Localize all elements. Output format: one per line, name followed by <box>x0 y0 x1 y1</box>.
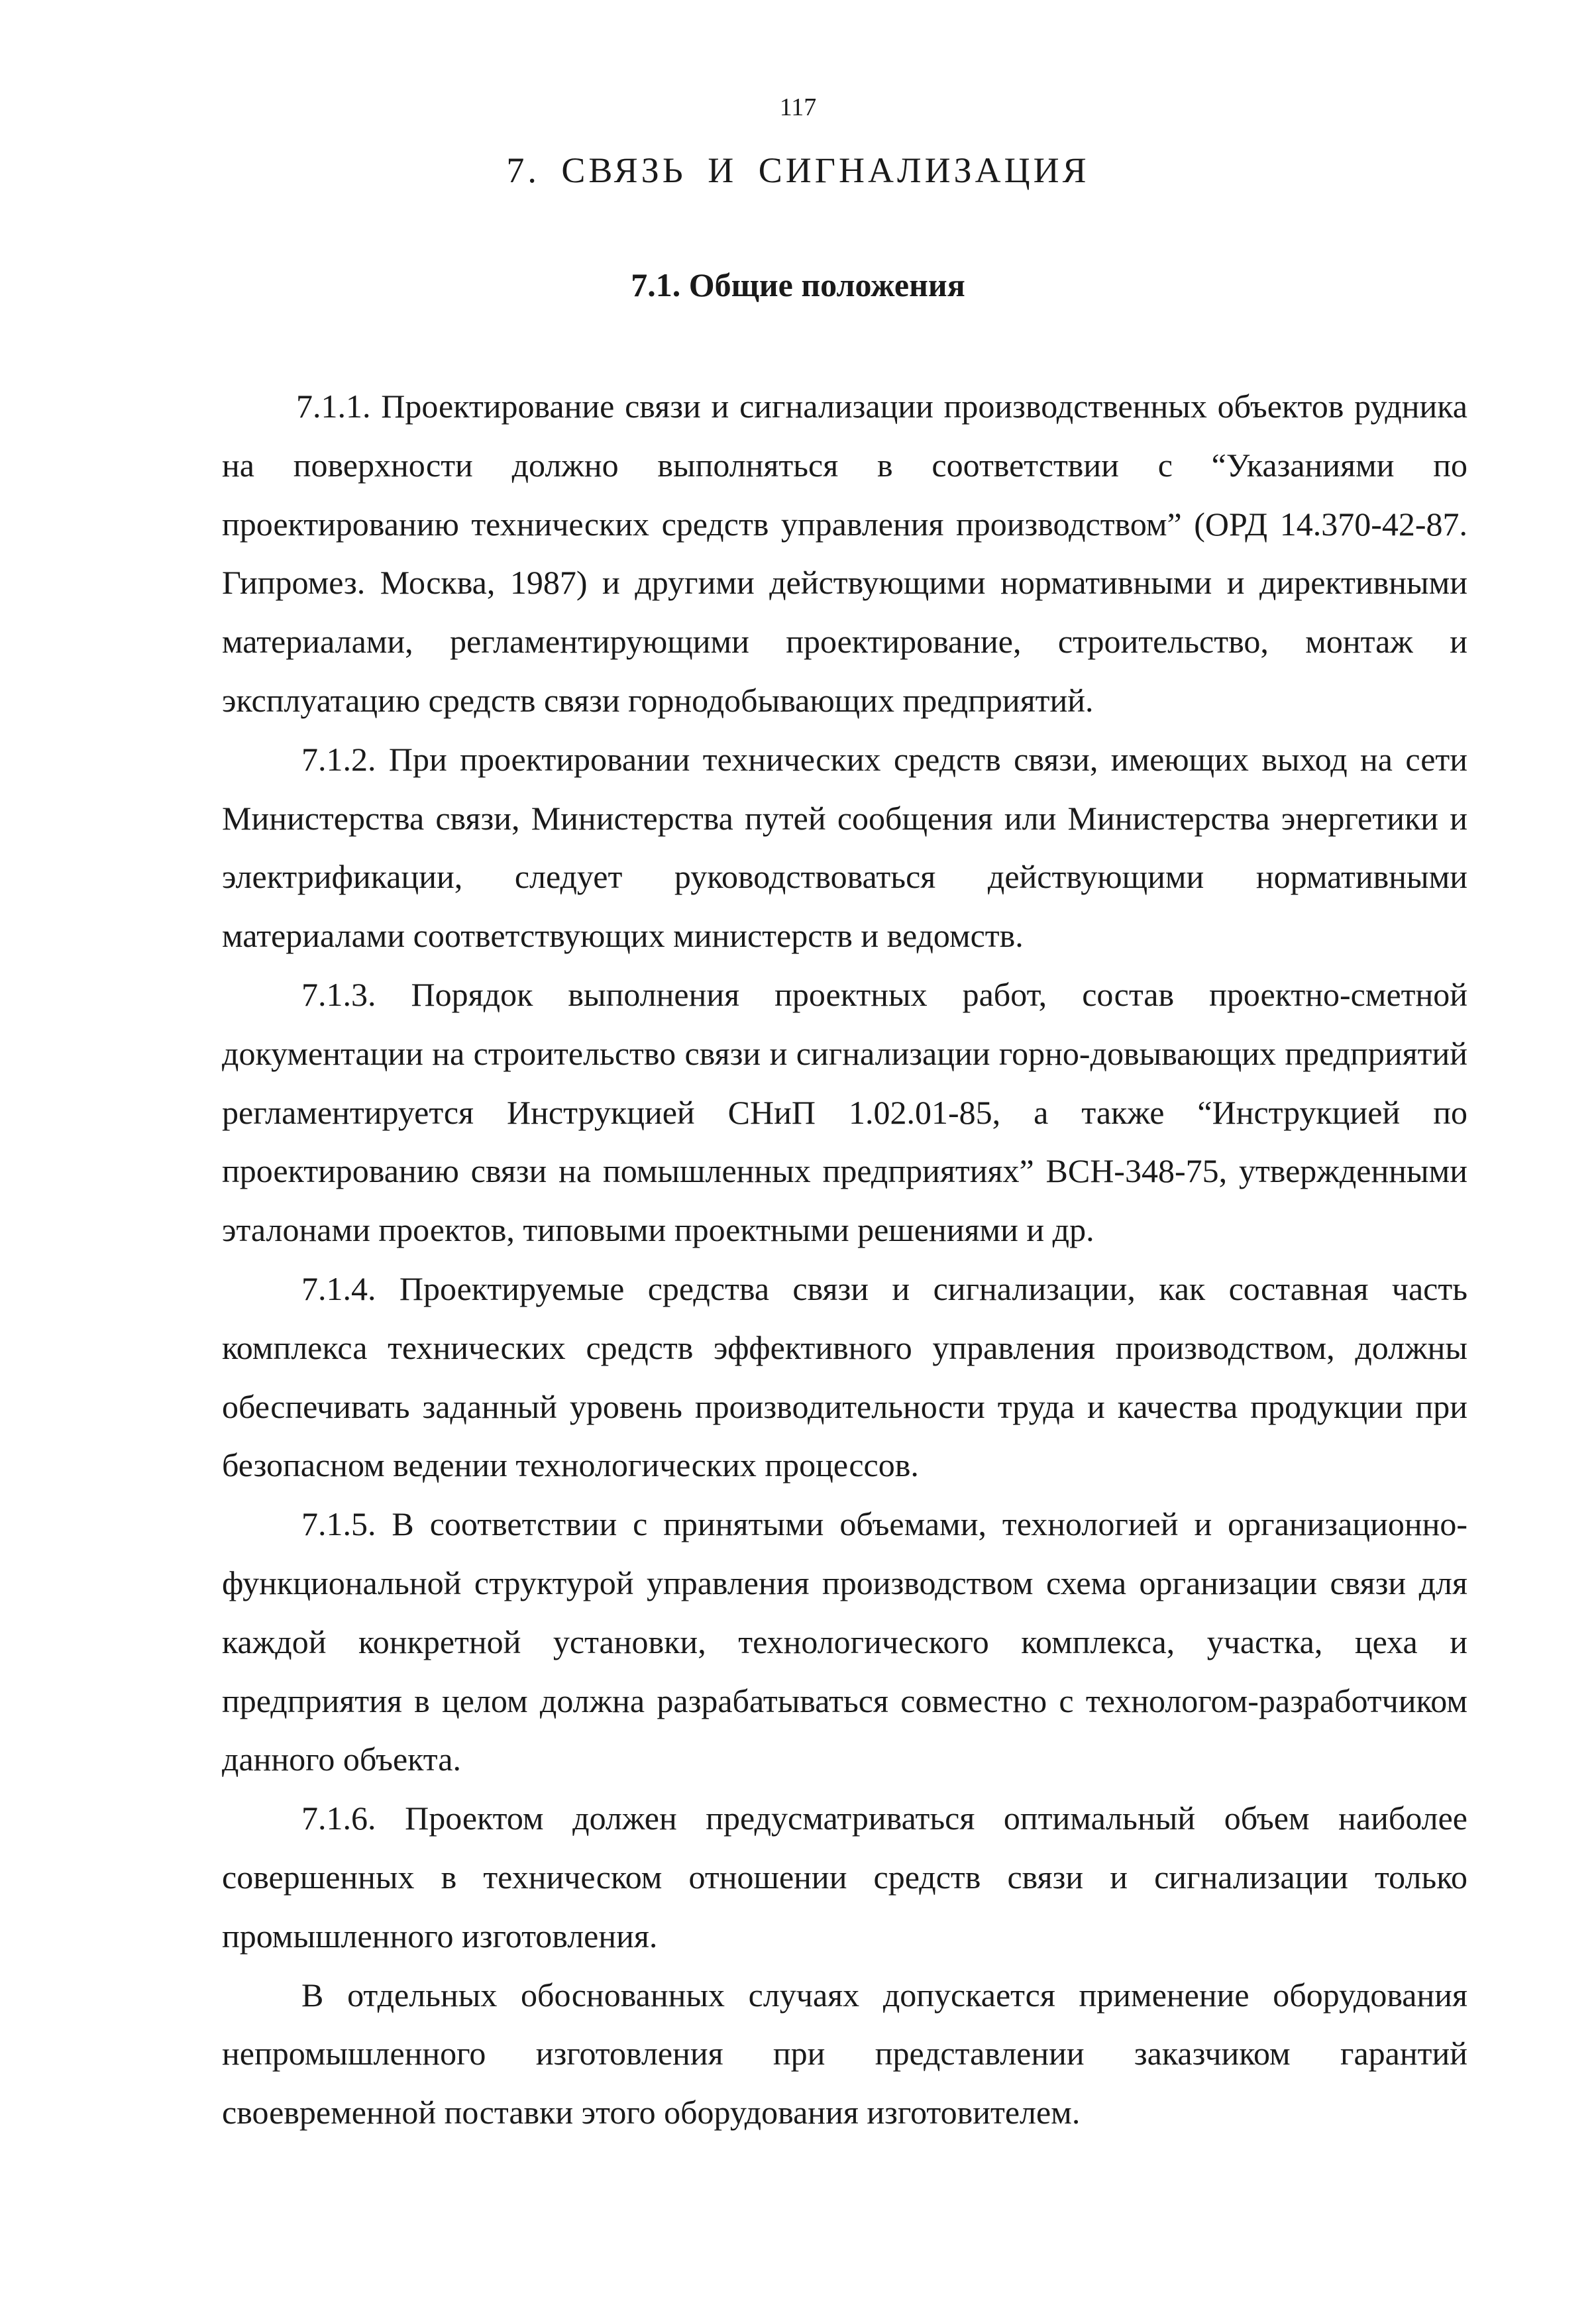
paragraph-7-1-2: 7.1.2. При проектировании технических средств связи, имеющих выход на сети Министерства связи, Министерства путей сообщения или Министерства энергетики и электрификации, следует руководствоваться действующими нормативными материалами соответствующих министерств и ведомств. <box>222 740 1467 955</box>
section-title: 7.1. Общие положения <box>631 266 965 303</box>
paragraph-exceptions: В отдельных обоснованных случаях допускается применение оборудования непромышленного изготовления при представлении заказчиком гарантий своевременной поставки этого оборудования изготовителем. <box>222 1976 1467 2131</box>
paragraph-7-1-6: 7.1.6. Проектом должен предусматриваться оптимальный объем наиболее совершенных в техническом отношении средств связи и сигнализации только промышленного изготовления. <box>222 1800 1467 1955</box>
body-text <box>222 377 1467 2142</box>
paragraph-7-1-3: 7.1.3. Порядок выполнения проектных работ, состав проектно-сметной документации на строительство связи и сигнализации горно-довывающих предприятий регламентируется Инструкцией СНиП 1.02.01-85, а также “Инструкцией по проектированию связи на помышленных предприятиях” ВСН-348-75, утвержденными эталонами проектов, типовыми проектными решениями и др. <box>222 975 1467 1249</box>
paragraph-7-1-5: 7.1.5. В соответствии с принятыми объемами, технологией и организационно-функциональной структурой управления производством схема организации связи для каждой конкретной установки, технологического комплекса, участка, цеха и предприятия в целом должна разрабатываться совместно с технологом-разработчиком данного объекта. <box>222 1505 1467 1778</box>
chapter-title: 7. СВЯЗЬ И СИГНАЛИЗАЦИЯ <box>506 150 1090 190</box>
page-number: 117 <box>779 93 817 121</box>
paragraph-7-1-1: 7.1.1. Проектирование связи и сигнализации производственных объектов рудника на поверхности должно выполняться в соответствии с “Указаниями по проектированию технических средств управления производством” (ОРД 14.370-42-87. Гипромез. Москва, 1987) и другими действующими нормативными и директивными материалами, регламентирующими проектирование, строительство, монтаж и эксплуатацию средств связи горнодобывающих предприятий. <box>222 388 1467 719</box>
paragraph-7-1-4: 7.1.4. Проектируемые средства связи и сигнализации, как составная часть комплекса технических средств эффективного управления производством, должны обеспечивать заданный уровень производительности труда и качества продукции при безопасном ведении технологических процессов. <box>222 1269 1467 1484</box>
